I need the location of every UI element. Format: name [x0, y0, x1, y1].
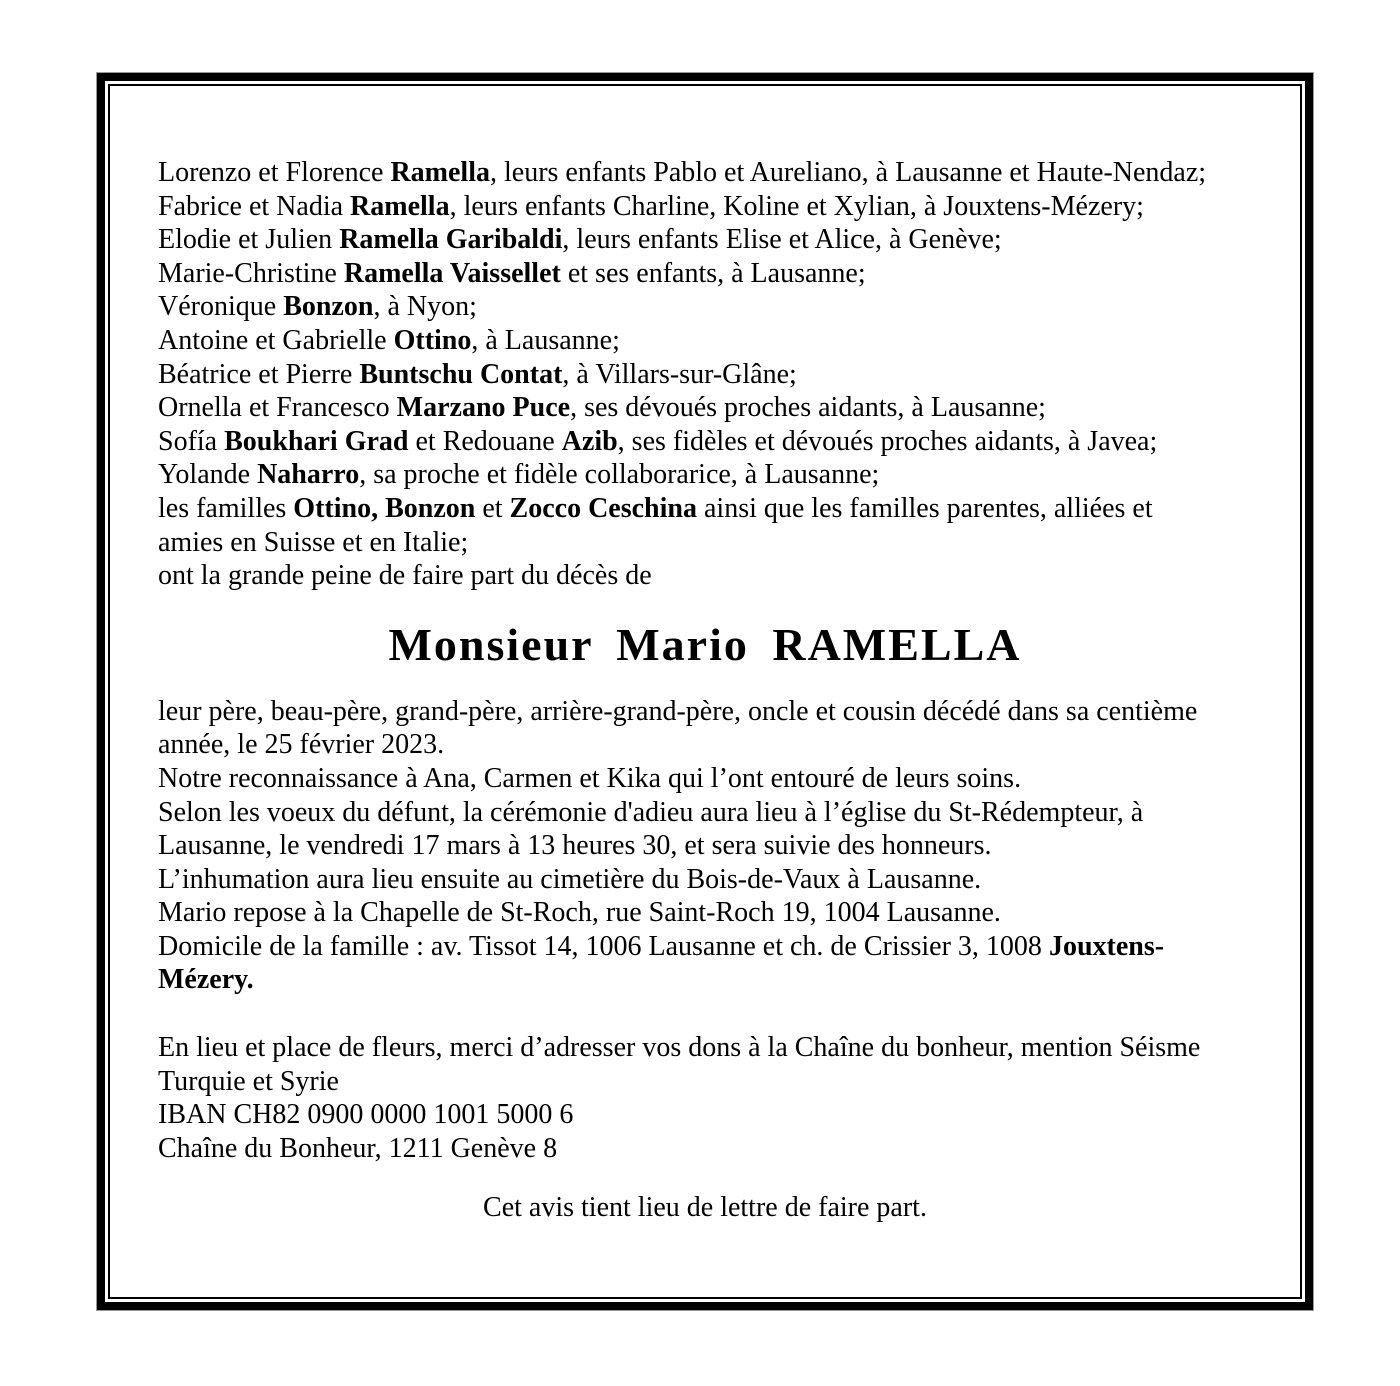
text-line: Mario repose à la Chapelle de St-Roch, rue Saint-Roch 19, 1004 Lausanne. [158, 897, 1001, 929]
text-line: Chaîne du Bonheur, 1211 Genève 8 [158, 1132, 558, 1164]
text-line: Béatrice et Pierre Buntschu Contat, à Villars-sur-Glâne; [158, 358, 797, 390]
text-line: Lausanne, le vendredi 17 mars à 13 heures 30, et sera suivie des honneurs. [158, 830, 992, 862]
mourning-frame-border [97, 73, 1313, 1310]
text-line: Sofía Boukhari Grad et Redouane Azib, ses fidèles et dévoués proches aidants, à Javea; [158, 425, 1158, 457]
text-line: les familles Ottino, Bonzon et Zocco Ceschina ainsi que les familles parentes, alliées et [158, 492, 1153, 524]
text-line: Selon les voeux du défunt, la cérémonie d'adieu aura lieu à l’église du St-Rédempteur, à [158, 796, 1144, 828]
closing-line: Cet avis tient lieu de lettre de faire part. [483, 1192, 927, 1224]
donation-info [158, 1031, 1252, 1165]
text-line: Marie-Christine Ramella Vaissellet et ses enfants, à Lausanne; [158, 257, 866, 289]
text-line: Antoine et Gabrielle Ottino, à Lausanne; [158, 324, 620, 356]
text-line: Yolande Naharro, sa proche et fidèle collaborarice, à Lausanne; [158, 459, 880, 491]
obituary-content [110, 86, 1300, 1297]
text-line: Lorenzo et Florence Ramella, leurs enfants Pablo et Aureliano, à Lausanne et Haute-Nendaz; [158, 157, 1207, 188]
text-line: Domicile de la famille : av. Tissot 14, 1006 Lausanne et ch. de Crissier 3, 1008 Jouxtens- [158, 930, 1165, 962]
text-line: Turquie et Syrie [158, 1065, 339, 1097]
text-line: IBAN CH82 0900 0000 1001 5000 6 [158, 1099, 574, 1131]
text-line: Fabrice et Nadia Ramella, leurs enfants Charline, Koline et Xylian, à Jouxtens-Mézery; [158, 190, 1144, 222]
text-line: Véronique Bonzon, à Nyon; [158, 291, 477, 323]
text-line: amies en Suisse et en Italie; [158, 526, 469, 558]
deceased-name-title: Monsieur Mario RAMELLA [388, 618, 1022, 670]
ceremony-details [158, 695, 1252, 997]
mourning-frame-inner-border [108, 84, 1302, 1299]
text-line: Notre reconnaissance à Ana, Carmen et Kika qui l’ont entouré de leurs soins. [158, 762, 1022, 794]
text-line: Mézery. [158, 964, 254, 996]
text-line: L’inhumation aura lieu ensuite au cimetière du Bois-de-Vaux à Lausanne. [158, 863, 982, 895]
family-announcement-list [158, 156, 1252, 593]
text-line: ont la grande peine de faire part du décès de [158, 560, 652, 592]
text-line: Ornella et Francesco Marzano Puce, ses dévoués proches aidants, à Lausanne; [158, 392, 1046, 424]
text-line: En lieu et place de fleurs, merci d’adresser vos dons à la Chaîne du bonheur, mention Séisme [158, 1032, 1201, 1064]
text-line: leur père, beau-père, grand-père, arrière-grand-père, oncle et cousin décédé dans sa centième [158, 695, 1198, 727]
text-line: Elodie et Julien Ramella Garibaldi, leurs enfants Elise et Alice, à Genève; [158, 224, 1002, 256]
text-line: année, le 25 février 2023. [158, 729, 445, 761]
